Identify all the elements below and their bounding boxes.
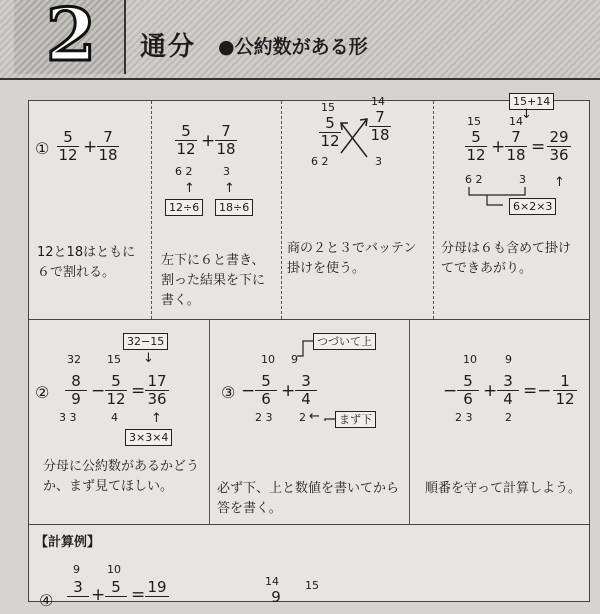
quotient: 6 2 (175, 165, 193, 178)
fraction: $\frac{5}{12}$ (320, 114, 340, 150)
quotient: 6 2 (465, 173, 483, 186)
fraction: $\frac{3}{4}$ (497, 373, 519, 408)
bracket-arrow-icon (29, 101, 589, 601)
fraction: $\frac{5}{12}$ (58, 128, 78, 164)
fraction: $\frac{7}{18}$ (370, 108, 390, 144)
numerator-product: 14 (265, 575, 279, 588)
fraction: $\frac{5}{6}$ (457, 373, 479, 408)
fraction: $\frac{5}{12}$ (466, 128, 486, 164)
explanation-text: 左下に６と書き、割った結果を下に書く。 (161, 253, 266, 308)
numerator-product: 15 (467, 115, 481, 128)
content-panel (28, 95, 590, 610)
problem-label: ① (35, 139, 50, 158)
operator: + (491, 137, 506, 157)
fraction: $\frac{5}{12}$ (176, 122, 196, 158)
section-number: 2 (46, 0, 97, 77)
section-subtitle: ●公約数がある形 (218, 36, 368, 58)
arrow-down-icon: ↓ (521, 107, 532, 122)
example-heading: 【計算例】 (35, 535, 101, 550)
arrow-down-icon: ↓ (143, 351, 154, 366)
hint-box: 12÷6 (165, 199, 203, 216)
arrow-left-icon: ← (309, 409, 320, 424)
quotient: 3 (375, 155, 382, 168)
operator: + (483, 381, 498, 401)
operator: + (83, 137, 98, 157)
hint-box: つづいて上 (313, 333, 376, 350)
arrow-up-icon: ↑ (554, 175, 565, 190)
hint-box: 3×3×4 (125, 429, 172, 446)
quotient: 2 3 (455, 411, 473, 424)
result-fraction: $\frac{17}{36}$ (145, 373, 169, 408)
hint-box: 32−15 (123, 333, 168, 350)
arrow-up-icon: ↑ (184, 181, 195, 196)
minus-sign: − (241, 381, 256, 401)
problem-label: ② (35, 383, 50, 402)
fraction: $\frac{8}{9}$ (65, 373, 87, 408)
hint-box: まず下 (335, 411, 376, 428)
operator: + (201, 131, 216, 151)
explanation-text: 12と18はともに６で割れる。 (37, 245, 136, 280)
quotient: 3 3 (59, 411, 77, 424)
numerator-product: 15 (107, 353, 121, 366)
numerator-product: 15 (305, 579, 319, 592)
quotient: 2 3 (255, 411, 273, 424)
fraction: $\frac{3}{4}$ (295, 373, 317, 408)
fraction: $\frac{5}{12}$ (106, 372, 126, 408)
operator: + (281, 381, 296, 401)
fraction: $\frac{7}{18}$ (506, 128, 526, 164)
arrow-up-icon: ↑ (151, 411, 162, 426)
quotient: 3 (223, 165, 230, 178)
quotient: 2 (505, 411, 512, 424)
explanation-text: 商の２と３でバッテン掛けを使う。 (287, 241, 417, 276)
equals: = (531, 137, 546, 157)
quotient: 4 (111, 411, 118, 424)
fraction: $\frac{7}{18}$ (216, 122, 236, 158)
minus-sign: − (443, 381, 458, 401)
result-fraction: $\frac{1}{12}$ (553, 373, 577, 408)
quotient: 2 (299, 411, 306, 424)
result-fraction: 19 (145, 579, 169, 614)
arrow-up-icon: ↑ (224, 181, 235, 196)
operator: − (91, 381, 106, 401)
fraction: 3 (67, 579, 89, 614)
quotient: 3 (519, 173, 526, 186)
numerator-product: 9 (505, 353, 512, 366)
equals: =− (523, 381, 552, 401)
equals: = (131, 381, 146, 401)
numerator-product: 10 (463, 353, 477, 366)
result-fraction: $\frac{29}{36}$ (547, 129, 571, 164)
problem-label: ③ (221, 383, 236, 402)
explanation-text: 必ず下、上と数値を書いてから答を書く。 (217, 481, 400, 516)
numerator-product: 10 (107, 563, 121, 576)
numerator-product: 15 (321, 101, 335, 114)
fraction: $\frac{5}{6}$ (255, 373, 277, 408)
numerator-product: 10 (261, 353, 275, 366)
operator: + (91, 585, 106, 605)
fraction: $\frac{7}{18}$ (98, 128, 118, 164)
section-header (0, 0, 600, 80)
numerator-product: 32 (67, 353, 81, 366)
section-title: 通分 (140, 32, 197, 62)
numerator-product: 9 (73, 563, 80, 576)
numerator-product: 14 (371, 95, 385, 108)
fraction: 5 (105, 579, 127, 614)
quotient: 6 2 (311, 155, 329, 168)
hint-box: 15+14 (509, 93, 554, 110)
hint-box: 6×2×3 (509, 198, 556, 215)
problem-label: ④ (39, 591, 54, 610)
fraction: 9 (271, 588, 281, 606)
explanation-text: 分母は６も含めて掛けてできあがり。 (441, 241, 572, 276)
hint-box: 18÷6 (215, 199, 253, 216)
explanation-text: 順番を守って計算しよう。 (425, 481, 582, 496)
numerator-product: 9 (291, 353, 298, 366)
numerator-product: 14 (509, 115, 523, 128)
section-number-box (14, 0, 126, 77)
equals: = (131, 585, 146, 605)
explanation-text: 分母に公約数があるかどうか、まず見てほしい。 (43, 459, 200, 494)
